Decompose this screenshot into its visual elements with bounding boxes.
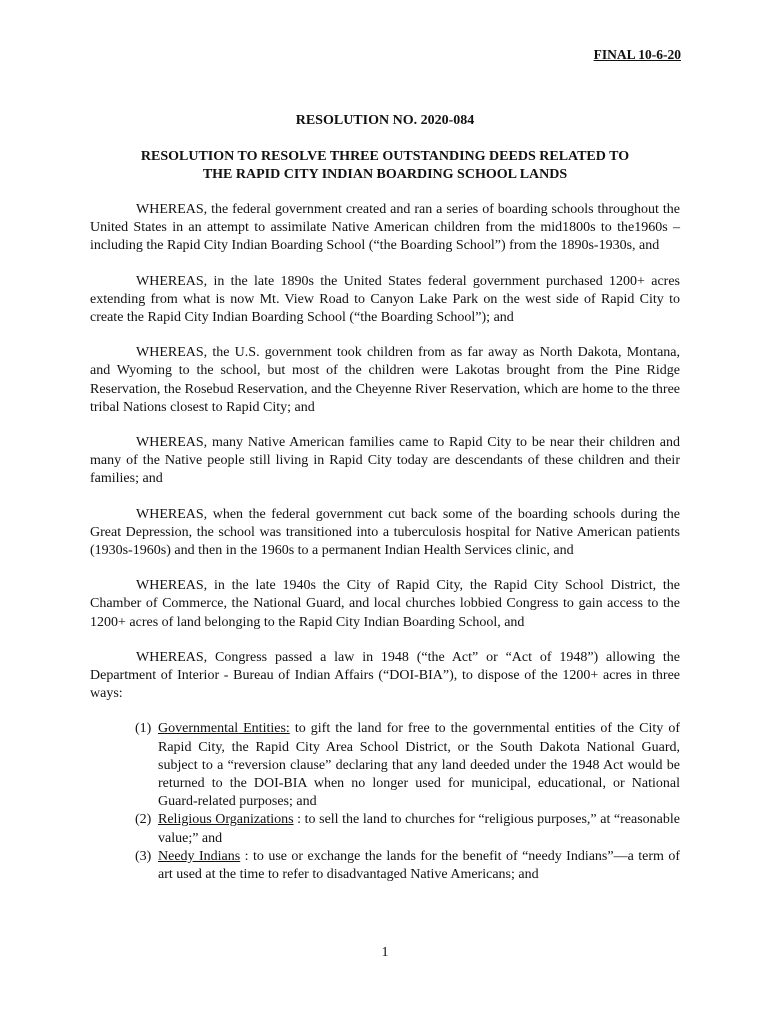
- list-item: [90, 720, 680, 811]
- resolution-title-line-2: THE RAPID CITY INDIAN BOARDING SCHOOL LANDS: [202, 167, 568, 182]
- list-item-number: (3): [135, 848, 152, 864]
- list-item-text: : to use or exchange the lands for the benefit of “needy Indians”—a term of art used at the time to refer to disadvantaged Native Americans; and: [158, 848, 680, 883]
- document-body: [90, 201, 680, 884]
- list-item-heading: Governmental Entities:: [158, 721, 290, 737]
- whereas-paragraph-5: WHEREAS, when the federal government cut back some of the boarding schools during the Great Depression, the school was transitioned into a tuberculosis hospital for Native American patients (1930s-1960s) and then in the 1960s to a permanent Indian Health Services clinic, and: [90, 506, 680, 559]
- list-item: [90, 811, 680, 847]
- whereas-paragraph-3: WHEREAS, the U.S. government took children from as far away as North Dakota, Montana, and Wyoming to the school, but most of the children were Lakotas brought from the Pine Ridge Reservation, the Rosebud Reservation, and the Cheyenne River Reservation, which are home to the three tribal Nations closest to Rapid City; and: [90, 345, 680, 415]
- list-item-heading: Needy Indians: [158, 848, 241, 864]
- disposal-methods-list: [90, 720, 680, 884]
- whereas-paragraph-7: WHEREAS, Congress passed a law in 1948 (“the Act” or “Act of 1948”) allowing the Department of Interior - Bureau of Indian Affairs (“DOI-BIA”), to dispose of the 1200+ acres in three ways:: [90, 649, 680, 702]
- whereas-paragraph-6: WHEREAS, in the late 1940s the City of Rapid City, the Rapid City School District, the Chamber of Commerce, the National Guard, and local churches lobbied Congress to gain access to the 1200+ acres of land belonging to the Rapid City Indian Boarding School, and: [90, 578, 680, 630]
- list-item-number: (2): [135, 812, 152, 828]
- whereas-paragraph-1: WHEREAS, the federal government created and ran a series of boarding schools throughout the United States in an attempt to assimilate Native American children from the mid1800s to the1960s – including the Rapid City Indian Boarding School (“the Boarding School”) from the 1890s-1930s, and: [90, 202, 680, 254]
- page-number: 1: [381, 945, 389, 960]
- list-item-text: to gift the land for free to the governmental entities of the City of Rapid City, the Rapid City Area School District, or the South Dakota National Guard, subject to a “reversion clause” declaring that any land deeded under the 1948 Act would be returned to the DOI-BIA when no longer used for municipal, educational, or National Guard-related purposes; and: [158, 721, 680, 810]
- list-item-heading: Religious Organizations: [158, 812, 294, 828]
- list-item-number: (1): [135, 721, 152, 737]
- whereas-paragraph-2: WHEREAS, in the late 1890s the United States federal government purchased 1200+ acres extending from what is now Mt. View Road to Canyon Lake Park on the west side of Rapid City to create the Rapid City Indian Boarding School (“the Boarding School”); and: [90, 273, 680, 326]
- final-date-label: FINAL 10-6-20: [593, 47, 681, 62]
- whereas-paragraph-4: WHEREAS, many Native American families came to Rapid City to be near their children and many of the Native people still living in Rapid City today are descendants of these children and their families; and: [90, 435, 680, 487]
- resolution-number: RESOLUTION NO. 2020-084: [295, 113, 475, 128]
- list-item-text: : to sell the land to churches for “religious purposes,” at “reasonable value;” and: [158, 812, 681, 846]
- resolution-title-line-1: RESOLUTION TO RESOLVE THREE OUTSTANDING DEEDS RELATED TO: [140, 149, 630, 164]
- list-item: [90, 848, 680, 884]
- resolution-title: [90, 148, 680, 184]
